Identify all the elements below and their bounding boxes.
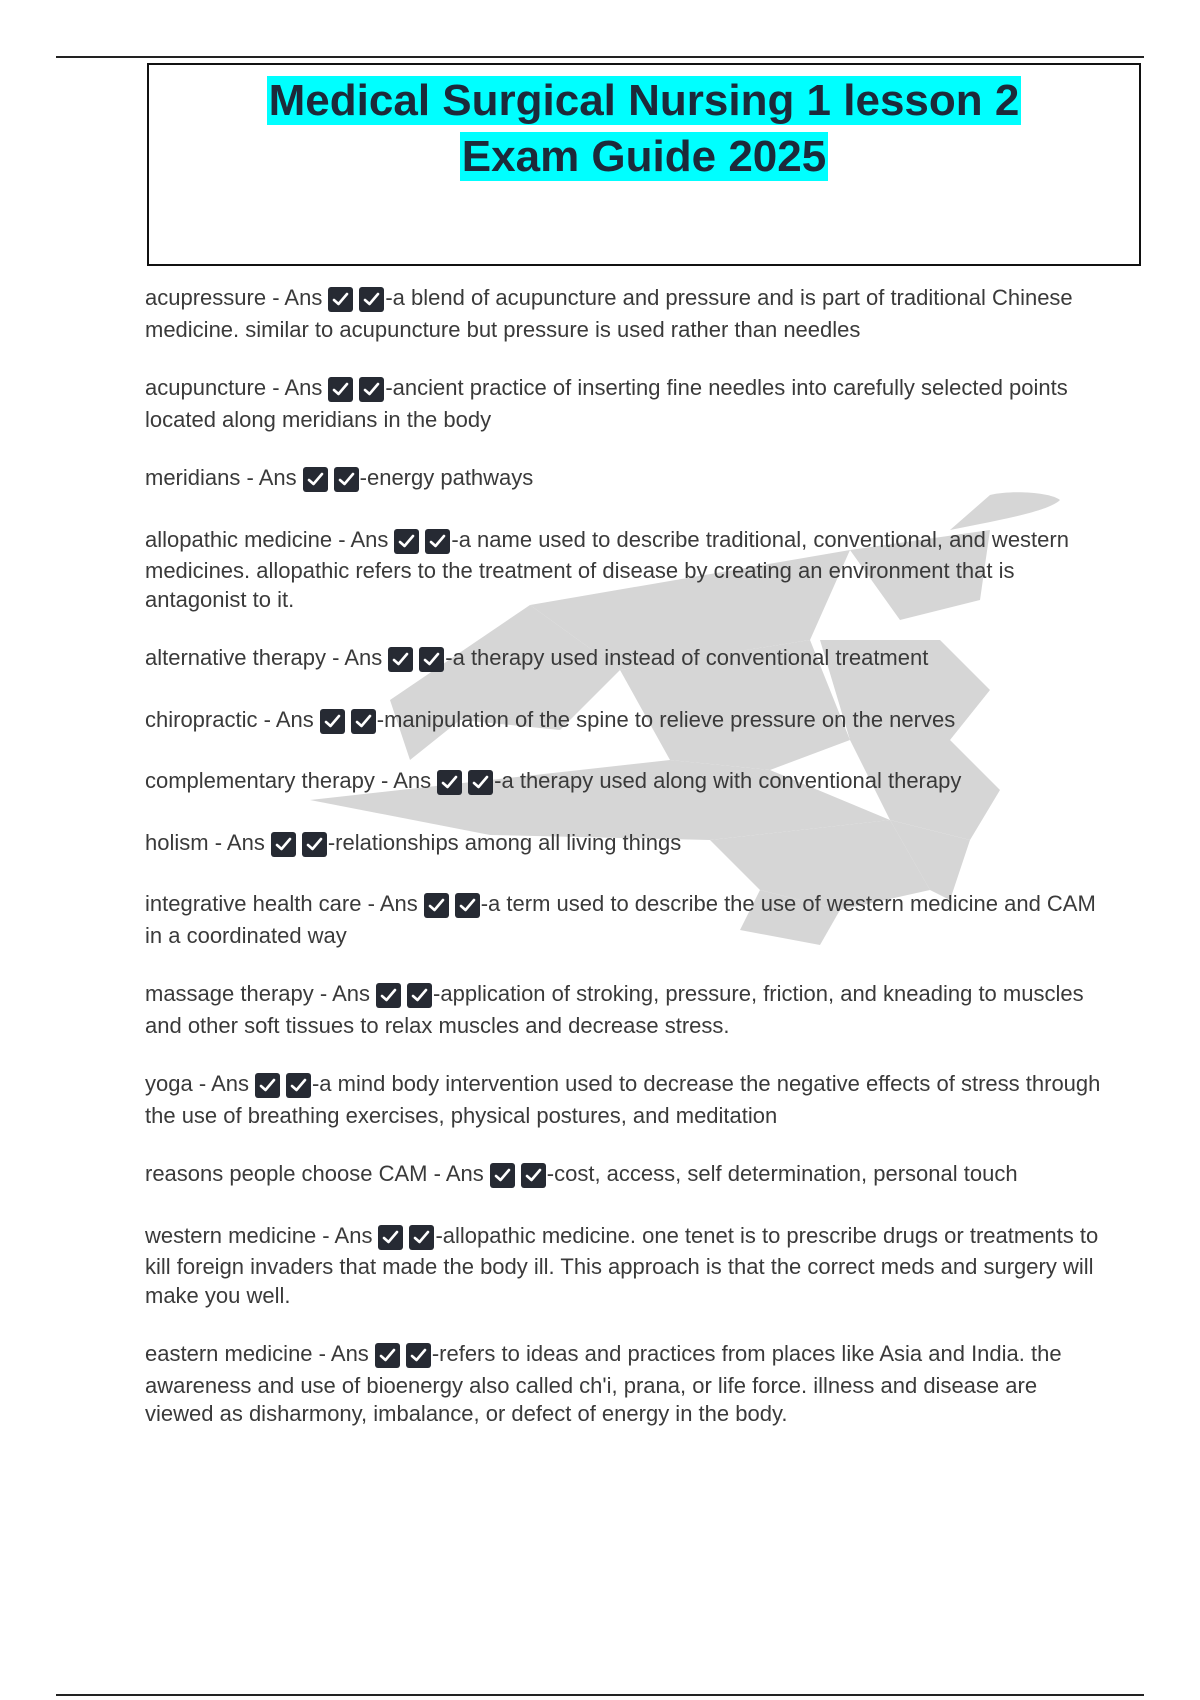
top-rule (56, 56, 1144, 58)
check-icon (455, 893, 480, 918)
title-box (147, 63, 1141, 266)
check-icons (424, 893, 480, 922)
check-icons (437, 770, 493, 799)
check-icon (425, 529, 450, 554)
entry-definition: -a therapy used instead of conventional treatment (445, 645, 929, 670)
flashcard-entry: meridians - Ans -energy pathways (145, 464, 1105, 496)
entry-term: acupressure (145, 285, 267, 310)
ans-label: Ans (211, 1071, 249, 1096)
entry-definition: -a mind body intervention used to decrease the negative effects of stress through the use of breathing exercises, physical postures, and meditation (145, 1071, 1101, 1128)
flashcard-entry: reasons people choose CAM - Ans -cost, access, self determination, personal touch (145, 1160, 1105, 1192)
check-icon (521, 1163, 546, 1188)
entry-definition: -manipulation of the spine to relieve pressure on the nerves (376, 706, 956, 732)
flashcard-entry: integrative health care - Ans -a term used to describe the use of western medicine and CAM in a coordinated way (145, 891, 1096, 948)
document-title (149, 73, 1139, 185)
check-icon (320, 709, 345, 734)
ans-label: Ans (275, 706, 314, 732)
check-icon (388, 647, 413, 672)
check-icons (255, 1073, 311, 1102)
ans-label: Ans (393, 768, 432, 793)
check-icon (334, 467, 359, 492)
entry-term: western medicine (145, 1222, 317, 1248)
flashcard-entry: alternative therapy - Ans -a therapy used instead of conventional treatment (145, 644, 1105, 676)
flashcard-entry: western medicine - Ans -allopathic medicine. one tenet is to prescribe drugs or treatments to kill foreign invaders that made the body ill. This approach is that the correct meds and surgery will make you well. (145, 1222, 1099, 1308)
check-icon (437, 770, 462, 795)
entry-term: allopathic medicine (145, 526, 333, 552)
check-icon (419, 647, 444, 672)
ans-label: Ans (258, 465, 297, 490)
check-icon (271, 832, 296, 857)
check-icon (407, 983, 432, 1008)
check-icons (320, 709, 376, 738)
entry-term: acupuncture (145, 375, 267, 400)
entry-term: chiropractic (145, 706, 258, 732)
flashcard-entry: chiropractic - Ans -manipulation of the spine to relieve pressure on the nerves (145, 706, 1105, 738)
check-icon (406, 1343, 431, 1368)
check-icons (271, 832, 327, 861)
check-icons (375, 1343, 431, 1372)
entry-definition: -a term used to describe the use of western medicine and CAM in a coordinated way (145, 891, 1096, 948)
ans-label: Ans (334, 1222, 373, 1248)
entry-definition: -ancient practice of inserting fine needles into carefully selected points located along meridians in the body (145, 375, 1068, 432)
check-icons (303, 467, 359, 496)
entry-term: complementary therapy (145, 768, 375, 793)
entry-term: yoga (145, 1071, 193, 1096)
flashcard-list (145, 284, 1105, 1429)
check-icon (286, 1073, 311, 1098)
check-icons (328, 377, 384, 406)
check-icon (255, 1073, 280, 1098)
entry-definition: -a therapy used along with conventional therapy (494, 768, 962, 793)
check-icons (378, 1225, 434, 1254)
check-icon (302, 832, 327, 857)
entry-definition: -a blend of acupuncture and pressure and is part of traditional Chinese medicine. similar to acupuncture but pressure is used rather than needles (145, 285, 1073, 342)
check-icon (328, 377, 353, 402)
entry-term: integrative health care (145, 891, 362, 916)
check-icon (394, 529, 419, 554)
entry-term: reasons people choose CAM (145, 1161, 428, 1186)
check-icons (388, 647, 444, 676)
check-icon (351, 709, 376, 734)
entry-term: alternative therapy (145, 645, 326, 670)
ans-label: Ans (330, 1341, 369, 1366)
entry-definition: -allopathic medicine. one tenet is to prescribe drugs or treatments to kill foreign invaders that made the body ill. This approach is that the correct meds and surgery will make you well. (145, 1222, 1099, 1308)
check-icons (376, 983, 432, 1012)
entry-definition: -application of stroking, pressure, friction, and kneading to muscles and other soft tissues to relax muscles and decrease stress. (145, 981, 1084, 1038)
flashcard-entry: eastern medicine - Ans -refers to ideas and practices from places like Asia and India. the awareness and use of bioenergy also called ch'i, prana, or life force. illness and disease are viewed as disharmony, imbalance, or defect of energy in the body. (145, 1341, 1062, 1426)
flashcard-entry: acupuncture - Ans -ancient practice of inserting fine needles into carefully selected points located along meridians in the body (145, 375, 1068, 432)
entry-term: massage therapy (145, 981, 314, 1006)
flashcard-entry: complementary therapy - Ans -a therapy used along with conventional therapy (145, 767, 1105, 799)
check-icon (303, 467, 328, 492)
check-icon (328, 287, 353, 312)
check-icon (378, 1225, 403, 1250)
entry-definition: -energy pathways (359, 465, 534, 490)
flashcard-entry: holism - Ans -relationships among all living things (145, 829, 1105, 861)
ans-label: Ans (344, 645, 383, 670)
ans-label: Ans (350, 526, 389, 552)
ans-label: Ans (284, 375, 323, 400)
check-icon (359, 287, 384, 312)
entry-definition: -cost, access, self determination, personal touch (546, 1161, 1018, 1186)
check-icon (490, 1163, 515, 1188)
ans-label: Ans (332, 981, 371, 1006)
ans-label: Ans (226, 829, 265, 855)
check-icons (328, 287, 384, 316)
entry-definition: -a name used to describe traditional, conventional, and western medicines. allopathic refers to the treatment of disease by creating an environment that is antagonist to it. (145, 526, 1069, 612)
flashcard-entry: massage therapy - Ans -application of stroking, pressure, friction, and kneading to muscles and other soft tissues to relax muscles and decrease stress. (145, 981, 1084, 1038)
title-line-2: Exam Guide 2025 (461, 132, 827, 181)
flashcard-entry: yoga - Ans -a mind body intervention used to decrease the negative effects of stress through the use of breathing exercises, physical postures, and meditation (145, 1071, 1101, 1128)
check-icon (376, 983, 401, 1008)
entry-definition: -refers to ideas and practices from places like Asia and India. the awareness and use of bioenergy also called ch'i, prana, or life force. illness and disease are viewed as disharmony, imbalance, or defect of energy in the body. (145, 1341, 1062, 1426)
entry-term: eastern medicine (145, 1341, 313, 1366)
check-icon (468, 770, 493, 795)
check-icons (394, 529, 450, 558)
title-line-1: Medical Surgical Nursing 1 lesson 2 (268, 76, 1020, 125)
flashcard-entry: acupressure - Ans -a blend of acupuncture and pressure and is part of traditional Chinese medicine. similar to acupuncture but pressure is used rather than needles (145, 285, 1073, 342)
entry-definition: -relationships among all living things (327, 829, 682, 855)
flashcard-entry: allopathic medicine - Ans -a name used to describe traditional, conventional, and western medicines. allopathic refers to the treatment of disease by creating an environment that is antagonist to it. (145, 526, 1069, 612)
ans-label: Ans (284, 285, 323, 310)
ans-label: Ans (379, 891, 418, 916)
entry-term: meridians (145, 465, 241, 490)
entry-term: holism (145, 829, 209, 855)
check-icons (490, 1163, 546, 1192)
check-icon (375, 1343, 400, 1368)
check-icon (359, 377, 384, 402)
check-icon (409, 1225, 434, 1250)
ans-label: Ans (445, 1161, 484, 1186)
check-icon (424, 893, 449, 918)
bottom-rule (56, 1694, 1144, 1696)
